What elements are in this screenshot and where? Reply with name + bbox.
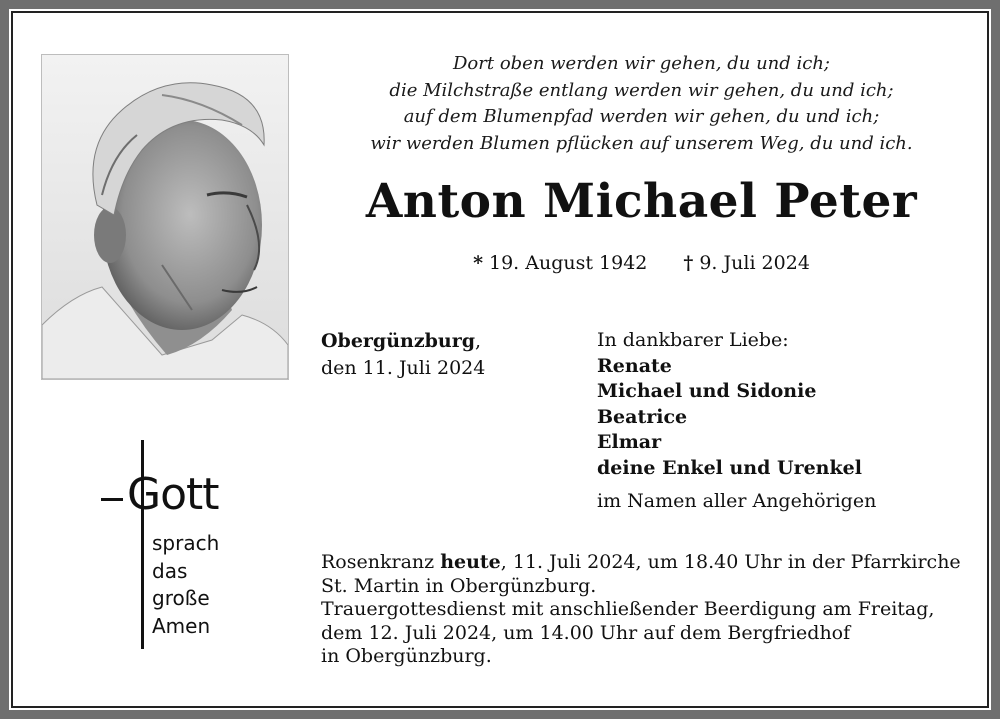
- poem-line: Dort oben werden wir gehen, du und ich;: [452, 53, 830, 74]
- mourner-name: Michael und Sidonie: [597, 380, 817, 402]
- rosary-rest: , 11. Juli 2024, um 18.40 Uhr in der Pfarrkirche: [500, 551, 961, 573]
- service-line: in Obergünzburg.: [321, 645, 492, 667]
- mourner-name: Renate: [597, 354, 672, 377]
- death-date: 9. Juli 2024: [699, 252, 810, 274]
- death-symbol: †: [683, 252, 694, 274]
- poem-line: auf dem Blumenpfad werden wir gehen, du und ich;: [403, 106, 880, 127]
- mourners-list: [597, 328, 876, 515]
- service-line: Trauergottesdienst mit anschließender Beerdigung am Freitag,: [321, 598, 935, 620]
- emblem-line: sprach: [152, 531, 220, 555]
- birth-date: 19. August 1942: [489, 252, 648, 274]
- poem-line: die Milchstraße entlang werden wir gehen, du und ich;: [389, 79, 894, 101]
- rosary-today: heute: [440, 551, 501, 573]
- place-town: Obergünzburg: [321, 330, 476, 352]
- deceased-name: Anton Michael Peter: [365, 174, 918, 229]
- mourners-intro: In dankbarer Liebe:: [597, 329, 789, 351]
- service-line: dem 12. Juli 2024, um 14.00 Uhr auf dem Bergfriedhof: [321, 621, 851, 644]
- cross-emblem: [95, 438, 245, 653]
- emblem-line: Amen: [152, 613, 211, 638]
- birth-symbol: *: [473, 252, 483, 274]
- mourner-name: Elmar: [597, 431, 662, 453]
- mourner-name: Beatrice: [597, 405, 688, 428]
- service-details: [321, 551, 961, 669]
- poem: [320, 51, 963, 157]
- place-comma: ,: [475, 330, 482, 352]
- place-and-date: [321, 328, 485, 382]
- emblem-line: große: [152, 586, 210, 610]
- emblem-line: das: [152, 558, 188, 583]
- poem-line: wir werden Blumen pflücken auf unserem Weg, du und ich.: [370, 132, 913, 154]
- mourners-closing: im Namen aller Angehörigen: [597, 490, 877, 512]
- mourner-name: deine Enkel und Urenkel: [597, 456, 862, 479]
- emblem-word: Gott: [127, 469, 219, 520]
- emblem-phrase: [152, 530, 219, 640]
- rosary-prefix: Rosenkranz: [321, 551, 441, 573]
- service-line: St. Martin in Obergünzburg.: [321, 574, 597, 597]
- cross-horizontal-bar: [101, 498, 123, 501]
- life-dates: [300, 252, 983, 274]
- portrait-photo: [41, 54, 289, 380]
- place-date-line: den 11. Juli 2024: [321, 357, 486, 379]
